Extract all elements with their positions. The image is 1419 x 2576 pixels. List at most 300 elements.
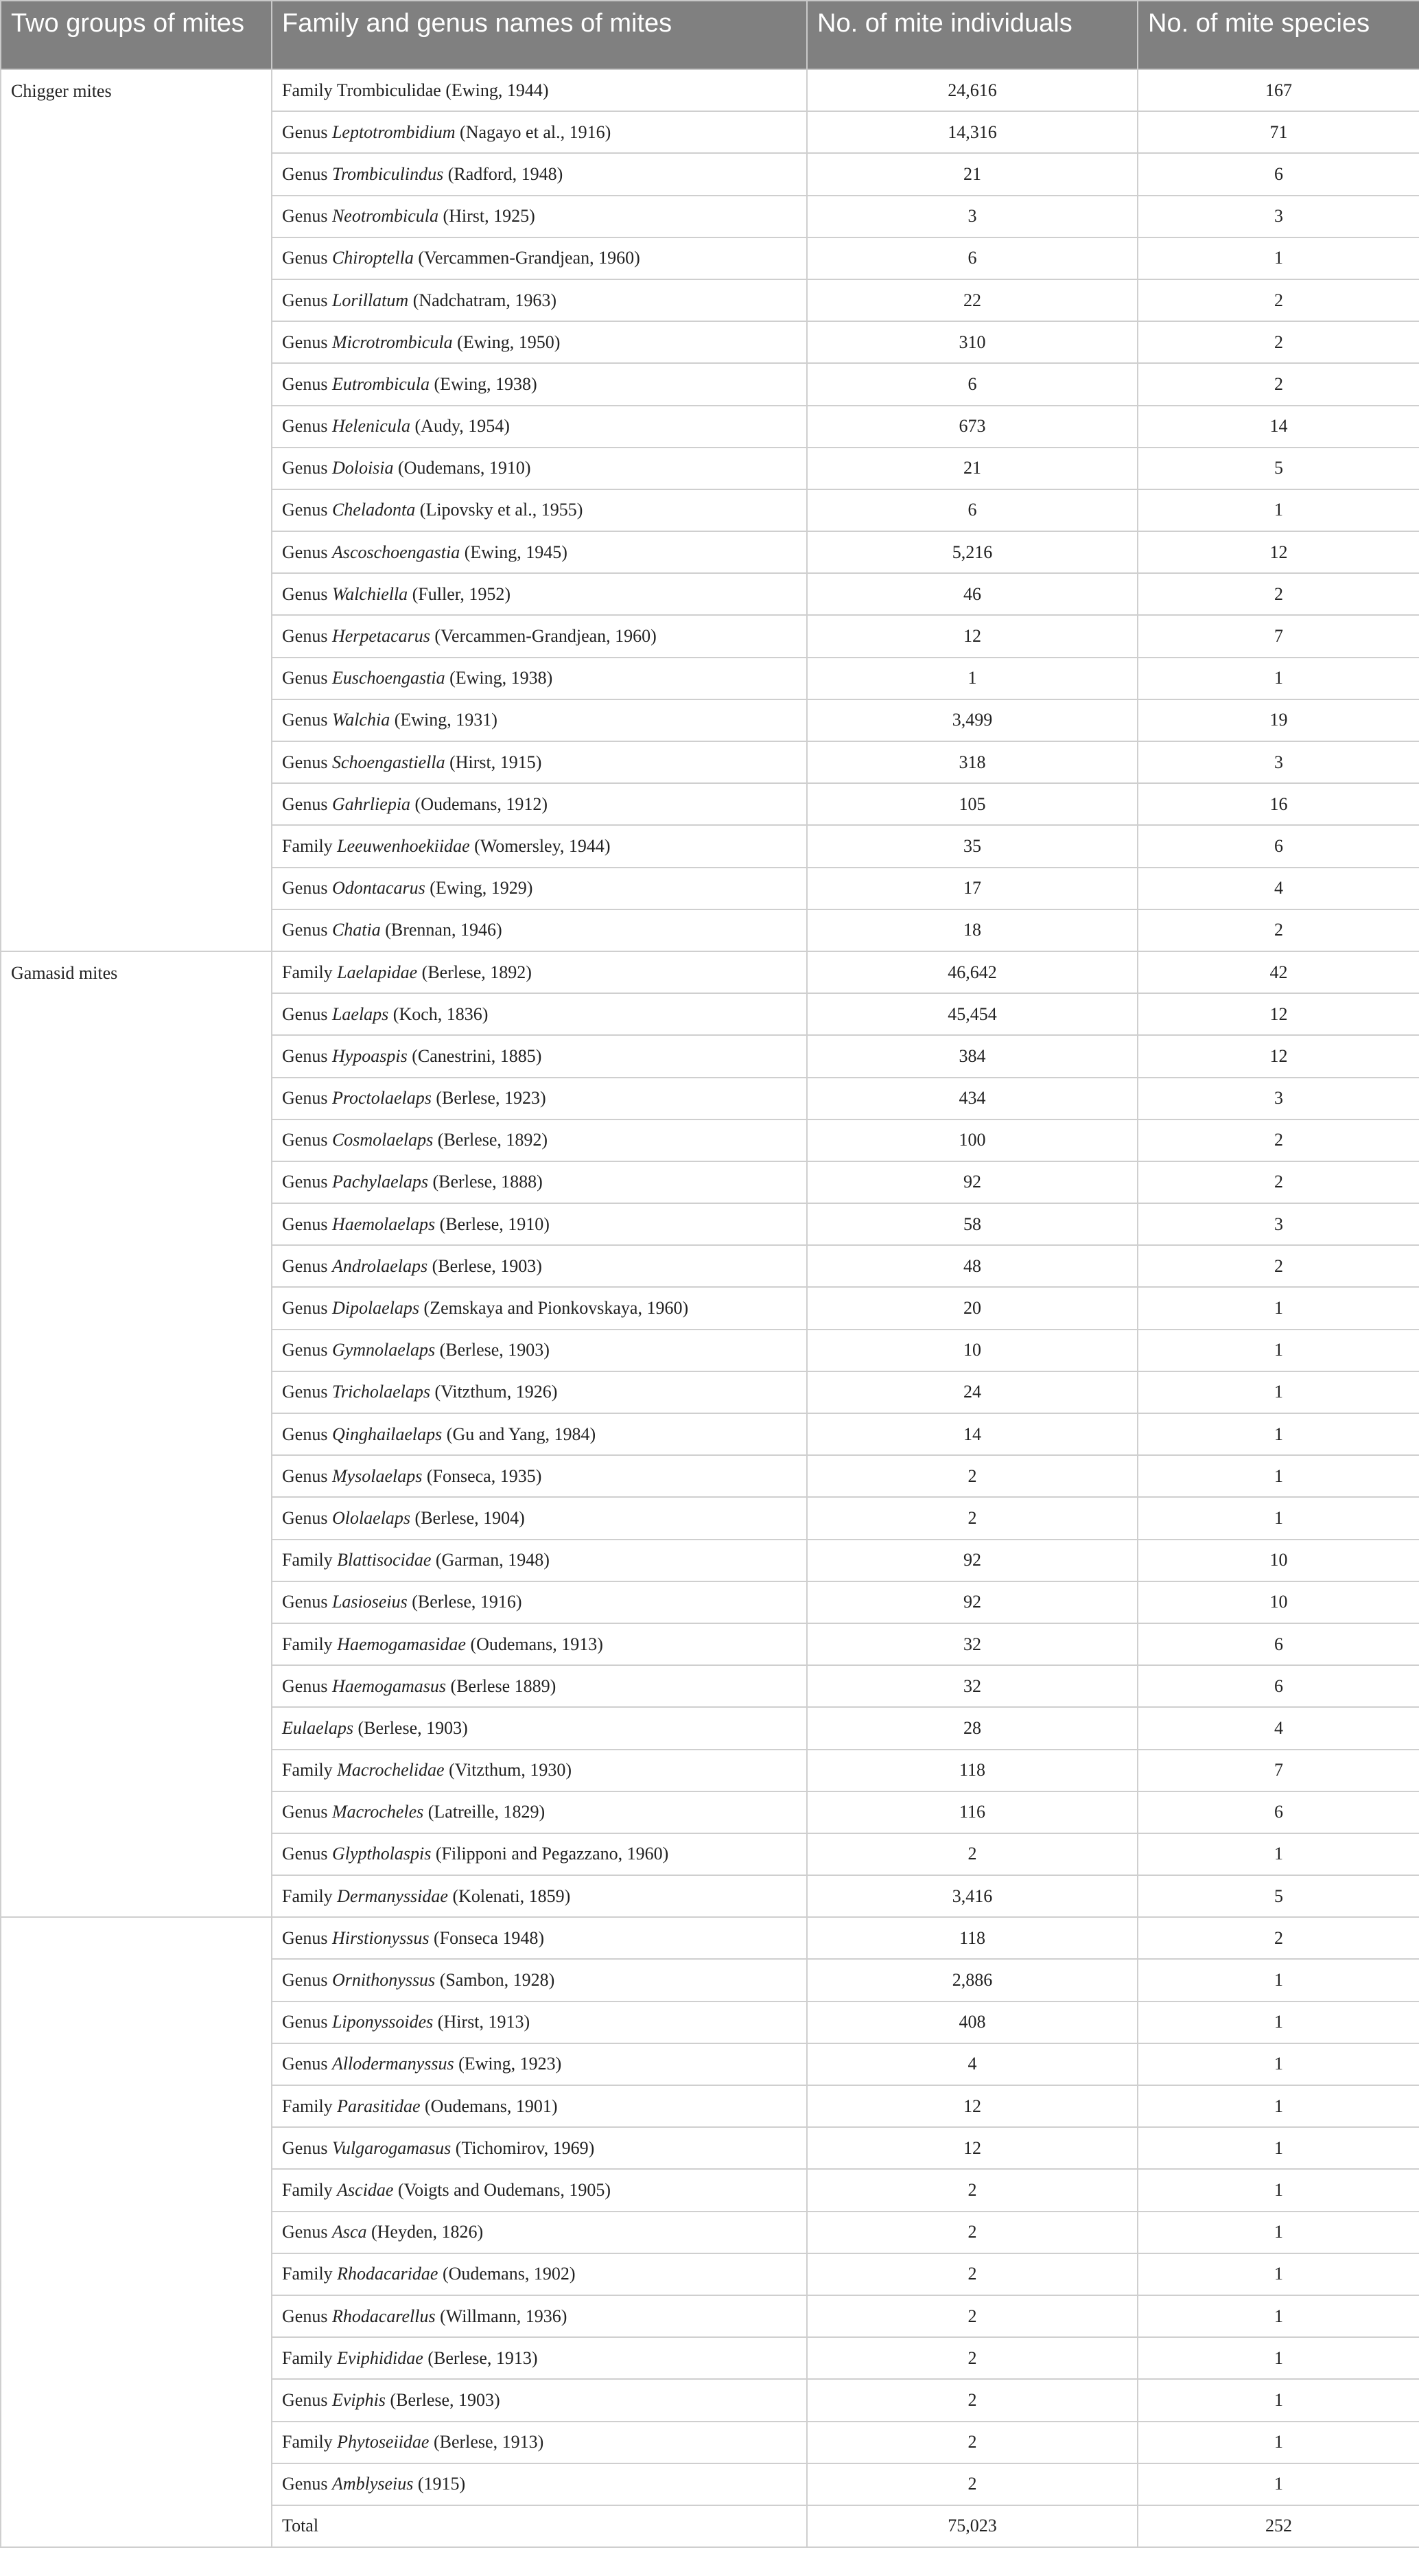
taxon-name: Tricholaelaps [331, 1382, 430, 1402]
taxon-rank: Genus [282, 500, 332, 520]
individuals-cell: 384 [807, 1035, 1138, 1077]
species-cell: 1 [1138, 1959, 1419, 2001]
individuals-cell: 2 [807, 2379, 1138, 2421]
taxon-name-cell [272, 1581, 807, 1623]
taxon-name-cell [272, 1330, 807, 1371]
individuals-cell: 2 [807, 1497, 1138, 1539]
individuals-cell: 10 [807, 1330, 1138, 1371]
species-cell: 2 [1138, 363, 1419, 405]
taxon-rank: Genus [282, 2474, 332, 2494]
taxon-authority: (Vitzthum, 1926) [430, 1382, 558, 1402]
taxon-name: Asca [331, 2222, 367, 2242]
individuals-cell: 434 [807, 1078, 1138, 1119]
taxon-name: Macrochelidae [337, 1760, 445, 1780]
taxon-rank: Family [282, 2264, 338, 2284]
taxon-name-cell [272, 615, 807, 657]
taxon-authority: (Berlese, 1916) [407, 1592, 522, 1612]
individuals-cell: 2 [807, 2422, 1138, 2463]
taxon-rank: Genus [282, 1003, 332, 1024]
taxon-name: Chiroptella [331, 248, 414, 268]
individuals-cell: 12 [807, 2127, 1138, 2169]
taxon-authority: (Kolenati, 1859) [447, 1885, 571, 1906]
taxon-name: Chatia [331, 920, 381, 940]
taxon-rank: Genus [282, 1130, 332, 1150]
species-cell: 12 [1138, 1035, 1419, 1077]
taxon-authority: (Oudemans, 1913) [465, 1634, 603, 1654]
taxon-name-cell [272, 1035, 807, 1077]
taxon-name: Rhodacarellus [331, 2306, 436, 2326]
taxon-rank: Genus [282, 1340, 332, 1360]
taxon-authority: (Ewing, 1950) [452, 332, 561, 352]
taxon-authority: (Canestrini, 1885) [407, 1045, 542, 1066]
taxon-name-cell [272, 2295, 807, 2337]
species-cell: 2 [1138, 1245, 1419, 1287]
individuals-cell: 116 [807, 1791, 1138, 1833]
individuals-cell: 21 [807, 153, 1138, 195]
taxon-authority: (Ewing, 1929) [425, 878, 533, 898]
species-cell: 1 [1138, 2337, 1419, 2379]
taxon-name: Liponyssoides [331, 2012, 434, 2032]
taxon-name-cell [272, 1078, 807, 1119]
individuals-cell: 5,216 [807, 531, 1138, 573]
taxon-authority: (Tichomirov, 1969) [451, 2137, 595, 2158]
taxon-name-cell [272, 2127, 807, 2169]
group-cell: Gamasid mites [1, 951, 272, 1917]
individuals-cell: 118 [807, 1750, 1138, 1791]
taxon-name: Eviphididae [337, 2347, 423, 2368]
taxon-rank: Genus [282, 2389, 332, 2410]
taxon-name-cell [272, 741, 807, 783]
species-cell: 2 [1138, 909, 1419, 951]
taxon-name-cell [272, 448, 807, 489]
taxon-rank: Family [282, 2096, 338, 2116]
taxon-name-cell [272, 196, 807, 237]
taxon-authority: (Sambon, 1928) [435, 1970, 555, 1991]
taxon-rank: Genus [282, 710, 332, 730]
taxon-name: Laelaps [331, 1003, 389, 1024]
taxon-name-cell [272, 951, 807, 993]
header-group: Two groups of mites [1, 1, 272, 69]
species-cell: 1 [1138, 1497, 1419, 1539]
taxon-rank: Genus [282, 416, 332, 437]
taxon-rank: Genus [282, 2054, 332, 2074]
individuals-cell: 48 [807, 1245, 1138, 1287]
taxon-rank: Family [282, 2347, 338, 2368]
species-cell: 3 [1138, 1203, 1419, 1245]
taxon-name-cell [272, 783, 807, 825]
taxon-authority: (Hirst, 1925) [438, 206, 535, 227]
taxon-rank: Genus [282, 2222, 332, 2242]
taxon-name: Rhodacaridae [337, 2264, 438, 2284]
individuals-cell: 2 [807, 2169, 1138, 2211]
taxon-rank: Genus [282, 1592, 332, 1612]
taxon-name-cell [272, 658, 807, 699]
header-individuals: No. of mite individuals [807, 1, 1138, 69]
taxon-authority: (Nadchatram, 1963) [408, 290, 557, 310]
taxon-name: Glyptholaspis [331, 1844, 432, 1864]
species-cell: 2 [1138, 573, 1419, 615]
taxon-name-cell [272, 321, 807, 363]
individuals-cell: 35 [807, 825, 1138, 867]
taxon-rank: Genus [282, 373, 332, 394]
table-row [1, 69, 1419, 111]
taxon-name: Trombiculindus [331, 163, 444, 184]
individuals-cell: 21 [807, 448, 1138, 489]
species-cell: 10 [1138, 1581, 1419, 1623]
taxon-authority: (1915) [413, 2474, 466, 2494]
taxon-name: Androlaelaps [331, 1255, 428, 1276]
individuals-cell: 14,316 [807, 111, 1138, 153]
taxon-authority: (Filipponi and Pegazzano, 1960) [431, 1844, 669, 1864]
taxon-name-cell [272, 1540, 807, 1581]
individuals-cell: 3,499 [807, 699, 1138, 741]
taxon-name: Vulgarogamasus [331, 2137, 452, 2158]
species-cell: 1 [1138, 2212, 1419, 2253]
individuals-cell: 20 [807, 1287, 1138, 1329]
taxon-name: Schoengastiella [331, 752, 445, 772]
species-cell: 6 [1138, 1623, 1419, 1665]
taxon-name: Gymnolaelaps [331, 1340, 436, 1360]
taxon-authority: (Voigts and Oudemans, 1905) [393, 2179, 611, 2200]
taxon-name-cell [272, 1791, 807, 1833]
individuals-cell: 6 [807, 237, 1138, 279]
taxon-name: Haemogamasidae [337, 1634, 466, 1654]
taxon-name-cell [272, 1203, 807, 1245]
header-species: No. of mite species [1138, 1, 1419, 69]
taxon-name: Mysolaelaps [331, 1465, 423, 1486]
individuals-cell: 408 [807, 2001, 1138, 2043]
individuals-cell: 12 [807, 615, 1138, 657]
taxon-name: Hypoaspis [331, 1045, 408, 1066]
species-cell: 6 [1138, 825, 1419, 867]
taxon-name-cell [272, 1413, 807, 1455]
taxon-name: Ascidae [337, 2179, 394, 2200]
taxon-name: Total [282, 2516, 319, 2536]
species-cell: 1 [1138, 1330, 1419, 1371]
individuals-cell: 2 [807, 2295, 1138, 2337]
individuals-cell: 24 [807, 1371, 1138, 1413]
individuals-cell: 32 [807, 1623, 1138, 1665]
taxon-name-cell [272, 2212, 807, 2253]
taxon-authority: (Audy, 1954) [410, 416, 510, 437]
taxon-authority: (Koch, 1836) [388, 1003, 489, 1024]
taxon-rank: Genus [282, 1172, 332, 1192]
species-cell: 1 [1138, 1455, 1419, 1497]
taxon-name-cell [272, 1917, 807, 1959]
taxon-name-cell [272, 2253, 807, 2295]
individuals-cell: 2 [807, 1833, 1138, 1875]
taxon-authority: (Fuller, 1952) [408, 583, 511, 604]
taxon-rank: Family [282, 1885, 338, 1906]
taxon-authority: (Berlese, 1892) [417, 962, 532, 982]
taxon-name-cell [272, 1707, 807, 1749]
taxon-rank: Genus [282, 2306, 332, 2326]
individuals-cell: 18 [807, 909, 1138, 951]
taxon-authority: (Ewing, 1923) [454, 2054, 562, 2074]
species-cell: 5 [1138, 1875, 1419, 1917]
taxon-authority: (Berlese, 1903) [435, 1340, 550, 1360]
taxon-name: Ornithonyssus [331, 1970, 436, 1991]
taxon-name-cell [272, 111, 807, 153]
taxon-authority: (Ewing, 1938) [429, 373, 537, 394]
taxon-rank: Genus [282, 206, 332, 227]
individuals-cell: 22 [807, 279, 1138, 321]
taxon-name: Macrocheles [331, 1802, 424, 1822]
taxon-rank: Family [282, 80, 337, 100]
individuals-cell: 118 [807, 1917, 1138, 1959]
species-cell: 1 [1138, 2001, 1419, 2043]
taxon-name-cell [272, 531, 807, 573]
taxon-authority: (Nagayo et al., 1916) [455, 121, 611, 142]
taxon-rank: Family [282, 2179, 338, 2200]
individuals-cell: 105 [807, 783, 1138, 825]
taxon-name: Odontacarus [331, 878, 425, 898]
individuals-cell: 92 [807, 1581, 1138, 1623]
individuals-cell: 310 [807, 321, 1138, 363]
taxon-name: Hirstionyssus [331, 1927, 430, 1948]
taxon-name: Gahrliepia [331, 793, 411, 814]
taxon-name: Lasioseius [331, 1592, 408, 1612]
taxon-name-cell [272, 1119, 807, 1161]
taxon-authority: (Berlese, 1913) [429, 2432, 544, 2452]
individuals-cell: 92 [807, 1540, 1138, 1581]
taxon-authority: (Garman, 1948) [431, 1550, 550, 1570]
taxon-name-cell [272, 1959, 807, 2001]
individuals-cell: 2 [807, 2253, 1138, 2295]
taxon-authority: (Ewing, 1944) [441, 80, 549, 100]
species-cell: 3 [1138, 1078, 1419, 1119]
taxon-rank: Genus [282, 878, 332, 898]
taxon-name-cell [272, 2463, 807, 2505]
taxon-authority: (Oudemans, 1902) [438, 2264, 576, 2284]
taxon-rank: Genus [282, 1465, 332, 1486]
taxon-rank: Genus [282, 542, 332, 562]
taxon-rank: Genus [282, 1088, 332, 1109]
individuals-cell: 3,416 [807, 1875, 1138, 1917]
taxon-name: Proctolaelaps [331, 1088, 432, 1109]
taxon-authority: (Vitzthum, 1930) [444, 1760, 572, 1780]
species-cell: 1 [1138, 2295, 1419, 2337]
taxon-name-cell [272, 279, 807, 321]
taxon-authority: (Berlese, 1888) [428, 1172, 543, 1192]
taxon-authority: (Vercammen-Grandjean, 1960) [413, 248, 640, 268]
taxon-name-cell [272, 1665, 807, 1707]
taxon-rank: Genus [282, 1802, 332, 1822]
species-cell: 4 [1138, 1707, 1419, 1749]
individuals-cell: 4 [807, 2043, 1138, 2085]
individuals-cell: 6 [807, 363, 1138, 405]
taxon-name: Ascoschoengastia [331, 542, 460, 562]
individuals-cell: 45,454 [807, 993, 1138, 1035]
species-cell: 1 [1138, 2463, 1419, 2505]
taxon-rank: Genus [282, 2137, 332, 2158]
taxon-name: Leptotrombidium [331, 121, 456, 142]
taxon-name: Trombiculidae [336, 80, 441, 100]
taxon-authority: (Berlese, 1910) [435, 1214, 550, 1234]
species-cell: 42 [1138, 951, 1419, 993]
table-body [1, 69, 1419, 2547]
taxon-name: Pachylaelaps [331, 1172, 429, 1192]
taxon-name-cell [272, 1750, 807, 1791]
taxon-name-cell [272, 2379, 807, 2421]
taxon-rank: Genus [282, 1298, 332, 1319]
taxon-authority: (Zemskaya and Pionkovskaya, 1960) [419, 1298, 689, 1319]
taxon-name-cell [272, 1371, 807, 1413]
species-cell: 10 [1138, 1540, 1419, 1581]
taxon-name-cell [272, 825, 807, 867]
species-cell: 19 [1138, 699, 1419, 741]
species-cell: 12 [1138, 993, 1419, 1035]
individuals-cell: 100 [807, 1119, 1138, 1161]
taxon-name-cell [272, 1287, 807, 1329]
taxon-name: Doloisia [331, 458, 394, 478]
species-cell: 1 [1138, 2253, 1419, 2295]
species-cell: 2 [1138, 1917, 1419, 1959]
individuals-cell: 24,616 [807, 69, 1138, 111]
species-cell: 1 [1138, 2043, 1419, 2085]
taxon-name: Herpetacarus [331, 626, 430, 647]
taxon-authority: (Hirst, 1915) [445, 752, 542, 772]
taxon-rank: Genus [282, 2012, 332, 2032]
taxon-rank: Family [282, 962, 338, 982]
species-cell: 5 [1138, 448, 1419, 489]
species-cell: 4 [1138, 868, 1419, 909]
taxon-name: Laelapidae [337, 962, 418, 982]
taxon-rank: Genus [282, 332, 332, 352]
taxon-name-cell [272, 993, 807, 1035]
species-cell: 7 [1138, 615, 1419, 657]
taxon-authority: (Fonseca, 1935) [422, 1465, 542, 1486]
taxon-authority: (Vercammen-Grandjean, 1960) [430, 626, 657, 647]
taxon-authority: (Oudemans, 1901) [420, 2096, 558, 2116]
individuals-cell: 1 [807, 658, 1138, 699]
header-name: Family and genus names of mites [272, 1, 807, 69]
taxon-rank: Genus [282, 1507, 332, 1528]
individuals-cell: 2 [807, 2212, 1138, 2253]
taxon-name-cell [272, 699, 807, 741]
species-cell: 1 [1138, 658, 1419, 699]
species-cell: 71 [1138, 111, 1419, 153]
taxon-name: Leeuwenhoekiidae [337, 835, 470, 856]
taxon-rank: Genus [282, 1844, 332, 1864]
taxon-rank: Genus [282, 290, 332, 310]
taxon-name: Dipolaelaps [331, 1298, 420, 1319]
taxon-rank: Genus [282, 163, 332, 184]
species-cell: 1 [1138, 2422, 1419, 2463]
taxon-authority: (Oudemans, 1910) [393, 458, 531, 478]
taxon-rank: Genus [282, 626, 332, 647]
header-row [1, 1, 1419, 69]
individuals-cell: 75,023 [807, 2505, 1138, 2547]
taxon-name-cell [272, 1875, 807, 1917]
taxon-name-cell [272, 237, 807, 279]
individuals-cell: 2 [807, 2463, 1138, 2505]
species-cell: 3 [1138, 196, 1419, 237]
taxon-authority: (Ewing, 1938) [445, 668, 553, 688]
species-cell: 3 [1138, 741, 1419, 783]
taxon-name-cell [272, 2422, 807, 2463]
group-cell: Chigger mites [1, 69, 272, 951]
individuals-cell: 2 [807, 1455, 1138, 1497]
taxon-name-cell [272, 489, 807, 531]
species-cell: 1 [1138, 2127, 1419, 2169]
taxon-authority: (Hirst, 1913) [433, 2012, 530, 2032]
taxon-name: Allodermanyssus [331, 2054, 454, 2074]
individuals-cell: 28 [807, 1707, 1138, 1749]
species-cell: 1 [1138, 2379, 1419, 2421]
individuals-cell: 3 [807, 196, 1138, 237]
taxon-authority: (Berlese, 1903) [427, 1255, 542, 1276]
taxon-rank: Family [282, 1634, 338, 1654]
taxon-rank: Genus [282, 121, 332, 142]
taxon-name-cell [272, 1161, 807, 1203]
individuals-cell: 58 [807, 1203, 1138, 1245]
taxon-rank: Genus [282, 1927, 332, 1948]
taxon-rank: Genus [282, 1382, 332, 1402]
taxon-name-cell [272, 909, 807, 951]
species-cell: 252 [1138, 2505, 1419, 2547]
taxon-name: Helenicula [331, 416, 411, 437]
taxon-name-cell [272, 363, 807, 405]
taxon-rank: Genus [282, 920, 332, 940]
taxon-name-cell [272, 153, 807, 195]
species-cell: 14 [1138, 406, 1419, 448]
species-cell: 12 [1138, 531, 1419, 573]
individuals-cell: 673 [807, 406, 1138, 448]
taxon-name: Haemogamasus [331, 1675, 447, 1696]
individuals-cell: 46,642 [807, 951, 1138, 993]
species-cell: 1 [1138, 489, 1419, 531]
taxon-authority: (Berlese, 1904) [410, 1507, 525, 1528]
species-cell: 2 [1138, 1119, 1419, 1161]
taxon-name: Cosmolaelaps [331, 1130, 434, 1150]
taxon-authority: (Berlese 1889) [446, 1675, 556, 1696]
individuals-cell: 46 [807, 573, 1138, 615]
taxon-name: Parasitidae [337, 2096, 421, 2116]
individuals-cell: 92 [807, 1161, 1138, 1203]
taxon-name-cell [272, 2085, 807, 2127]
taxon-name-cell [272, 868, 807, 909]
taxon-rank: Genus [282, 1970, 332, 1991]
taxon-name: Walchiella [331, 583, 408, 604]
taxon-name: Walchia [331, 710, 390, 730]
species-cell: 6 [1138, 153, 1419, 195]
taxon-rank: Family [282, 835, 338, 856]
taxon-authority: (Berlese, 1923) [431, 1088, 546, 1109]
taxon-name-cell [272, 2337, 807, 2379]
taxon-name-cell [272, 1833, 807, 1875]
taxon-name: Ololaelaps [331, 1507, 411, 1528]
species-cell: 6 [1138, 1791, 1419, 1833]
taxon-name-cell [272, 69, 807, 111]
species-cell: 1 [1138, 2085, 1419, 2127]
species-cell: 2 [1138, 1161, 1419, 1203]
taxon-name: Eviphis [331, 2389, 386, 2410]
species-cell: 2 [1138, 279, 1419, 321]
taxon-name-cell [272, 1245, 807, 1287]
taxon-authority: (Berlese, 1903) [353, 1717, 468, 1738]
group-cell [1, 1917, 272, 2547]
individuals-cell: 17 [807, 868, 1138, 909]
taxon-authority: (Gu and Yang, 1984) [442, 1424, 596, 1444]
taxon-authority: (Heyden, 1826) [366, 2222, 484, 2242]
individuals-cell: 2,886 [807, 1959, 1138, 2001]
individuals-cell: 12 [807, 2085, 1138, 2127]
species-cell: 1 [1138, 2169, 1419, 2211]
species-cell: 167 [1138, 69, 1419, 111]
taxon-authority: (Berlese, 1892) [433, 1130, 548, 1150]
taxon-name: Haemolaelaps [331, 1214, 436, 1234]
